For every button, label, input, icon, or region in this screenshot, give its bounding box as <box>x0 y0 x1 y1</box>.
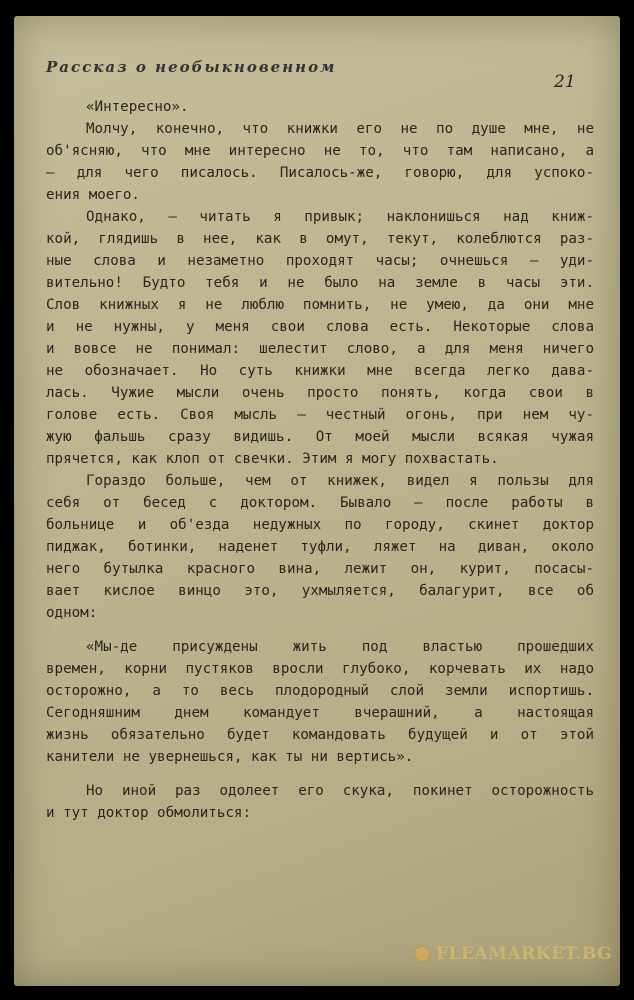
running-title: Рассказ о необыкновенном <box>46 58 337 76</box>
text-line: жую фальшь сразу видишь. От моей мысли всякая чужая <box>46 429 594 445</box>
text-line: прячется, как клоп от свечки. Этим я могу похвастать. <box>46 451 499 467</box>
text-line: жизнь обязательно будет командовать будущей и от этой <box>46 727 594 743</box>
text-line: пиджак, ботинки, наденет туфли, ляжет на диван, около <box>46 539 594 555</box>
text-line: вает кислое винцо это, ухмыляется, балагурит, все об <box>46 583 594 599</box>
text-line: канители не увернешься, как ты ни вертись». <box>46 749 414 765</box>
text-line: Слов книжных я не люблю помнить, не умею, да они мне <box>46 297 594 313</box>
text-line: и не нужны, у меня свои слова есть. Некоторые слова <box>46 319 594 335</box>
text-line: не обозначает. Но суть книжки мне всегда легко дава- <box>46 363 594 379</box>
text-line: Но иной раз одолеет его скука, покинет осторожность <box>86 783 594 799</box>
text-line: ения моего. <box>46 187 140 203</box>
text-line: одном: <box>46 605 98 621</box>
text-line: вительно! Будто тебя и не было на земле в часы эти. <box>46 275 594 291</box>
text-line: него бутылка красного вина, лежит он, курит, посасы- <box>46 561 594 577</box>
text-line: Сегодняшним днем командует вчерашний, а настоящая <box>46 705 594 721</box>
text-line: «Мы-де присуждены жить под властью прошедших <box>86 639 594 655</box>
text-line: ные слова и незаметно проходят часы; очнешься — уди- <box>46 253 594 269</box>
watermark-text: FLEAMARKET.BG <box>436 944 613 964</box>
text-line: голове есть. Своя мысль — честный огонь, при нем чу- <box>46 407 594 423</box>
text-line: времен, корни пустяков вросли глубоко, корчевать их надо <box>46 661 594 677</box>
page-number: 21 <box>554 72 576 92</box>
text-line: Гораздо больше, чем от книжек, видел я пользы для <box>86 473 594 489</box>
watermark <box>414 944 612 964</box>
page-body <box>46 96 594 824</box>
text-line: «Интересно». <box>86 99 189 115</box>
fleamarket-logo-icon <box>414 946 430 962</box>
text-line: и тут доктор обмолиться: <box>46 805 251 821</box>
text-line: кой, глядишь в нее, как в омут, текут, колеблются раз- <box>46 231 594 247</box>
book-page <box>14 16 620 986</box>
text-line: больнице и об'езда недужных по городу, скинет доктор <box>46 517 594 533</box>
text-line: себя от бесед с доктором. Бывало — после работы в <box>46 495 594 511</box>
text-line: лась. Чужие мысли очень просто понять, когда свои в <box>46 385 594 401</box>
text-line: Однако, — читать я привык; наклонишься над книж- <box>86 209 594 225</box>
text-line: Молчу, конечно, что книжки его не по душе мне, не <box>86 121 594 137</box>
text-line: – для чего писалось. Писалось-же, говорю, для успоко- <box>46 165 594 181</box>
text-line: осторожно, а то весь плодородный слой земли испортишь. <box>46 683 594 699</box>
text-line: и вовсе не понимал: шелестит слово, а для меня ничего <box>46 341 594 357</box>
text-line: об'ясняю, что мне интересно не то, что там написано, а <box>46 143 594 159</box>
